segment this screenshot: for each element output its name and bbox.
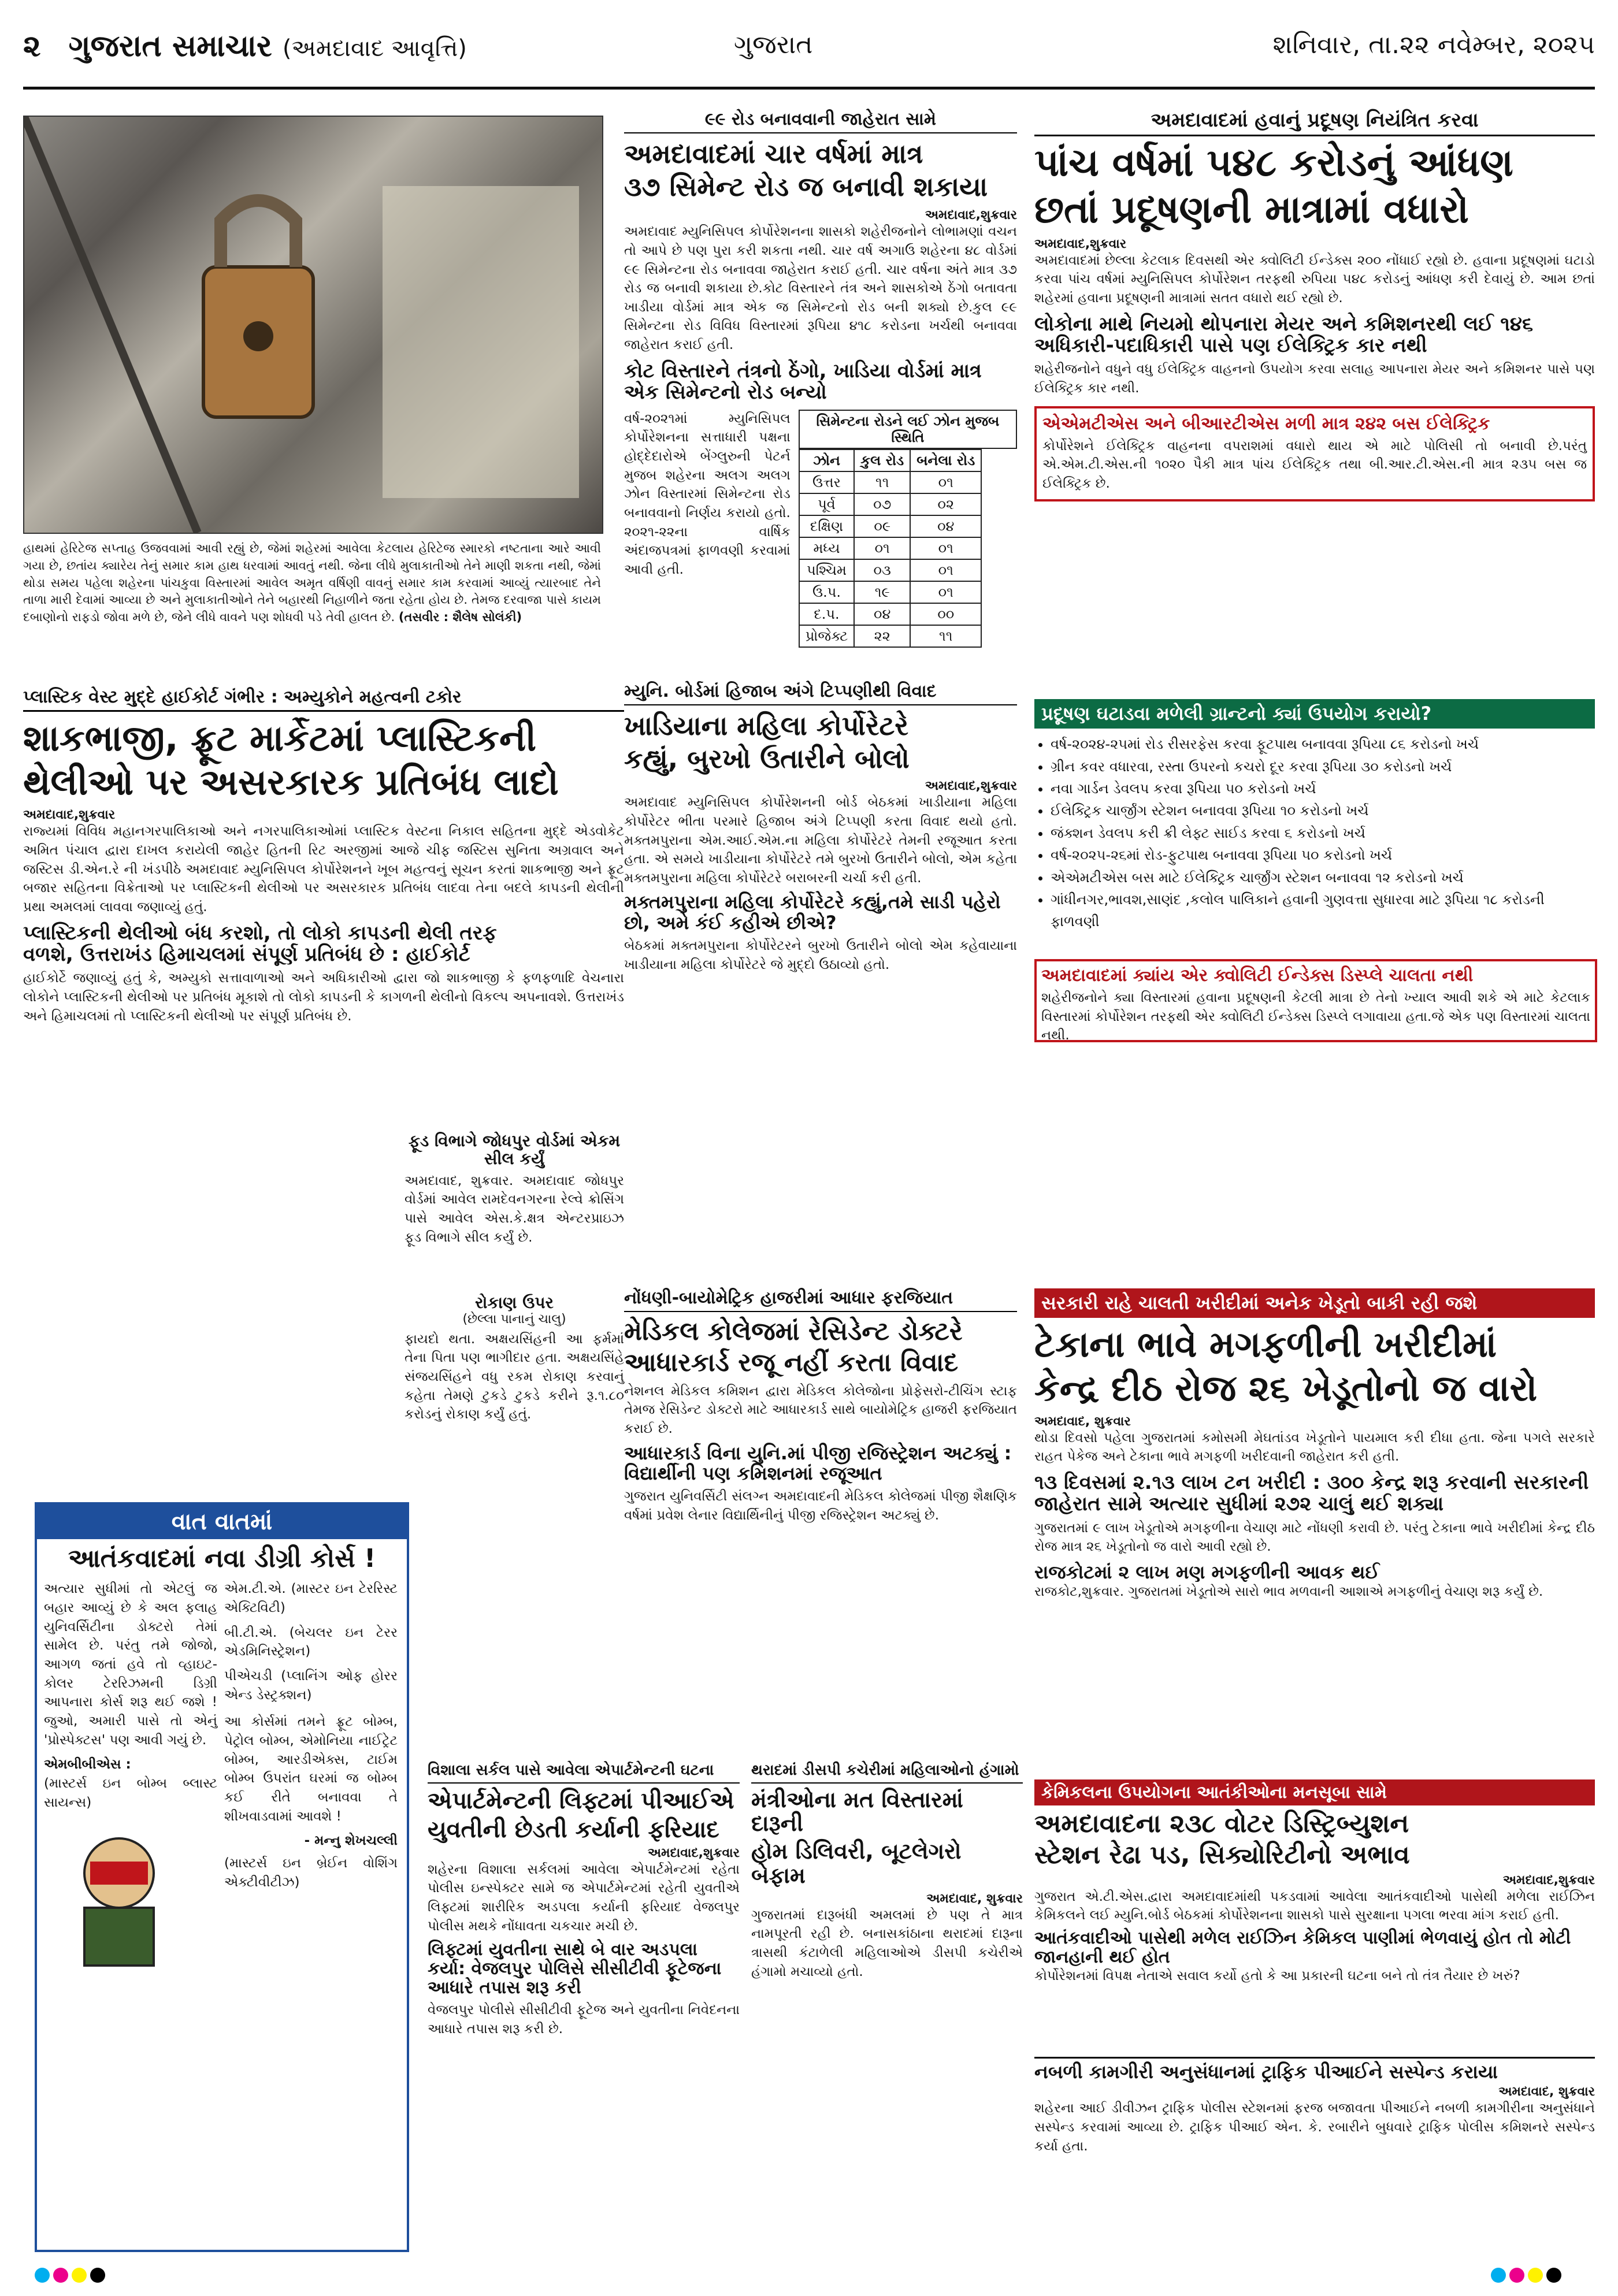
groundnut-subhead: ૧૩ દિવસમાં ૨.૧૩ લાખ ટન ખરીદી : ૩૦૦ કેન્દ્ર શરૂ કરવાની સરકારની જાહેરાત સામે અત્યાર સુધીમાં ૨૭૨ ચાલું થઈ શક્યા: [1034, 1470, 1589, 1516]
groundnut-body: થોડા દિવસો પહેલા ગુજરાતમાં કમોસમી મેઘતાંડવ ખેડૂતોને પાયમાલ કરી દીધા હતા. જેના પગલે સરકારે રાહત પેકેજ અને ટેકાના ભાવે મગફળી ખરીદવાની જાહેરાત કરી હતી.: [1034, 1430, 1595, 1465]
highcourt-dateline: અમદાવાદ,શુક્રવાર: [23, 808, 116, 823]
grant-item: • ગ્રીન કવર વધારવા, રસ્તા ઉપરનો કચરો દૂર કરવા રૂપિયા ૩૦ કરોડનો ખર્ચ: [1051, 756, 1595, 778]
food-dept-body: અમદાવાદ, શુક્રવાર. અમદાવાદ જોધપુર વોર્ડમાં આવેલ રામદેવનગરના રેલ્વે ક્રોસિંગ પાસે આવેલ એસ.કે.ક્ષત્ર એન્ટરપ્રાઇઝ ફૂડ વિભાગે સીલ કર્યું છે.: [404, 1173, 624, 1245]
cartoon-body-col: [44, 1580, 217, 1977]
groundnut-headline-1: ટેકાના ભાવે મગફળીની ખરીદીમાં: [1034, 1323, 1497, 1366]
table-cell: દ.પ.: [799, 603, 854, 625]
highcourt-subhead-1: પ્લાસ્ટિકની થેલીઓ બંધ કરશો, તો લોકો કાપડની થેલી તરફ: [23, 921, 497, 945]
grant-item: • ઈલેક્ટ્રિક ચાર્જીંગ સ્ટેશન બનાવવા રૂપિયા ૧૦ કરોડનો ખર્ચ: [1051, 800, 1595, 822]
bus-box-body: કોર્પોરેશને ઈલેક્ટ્રિક વાહનના વપરાશમાં વધારો થાય એ માટે પોલિસી તો બનાવી છે.પરંતુ એ.એમ.ટી.એસ.ની ૧૦૨૦ પૈકી માત્ર પાંચ ઈલેક્ટ્રિક તથા બી.આર.ટી.એસ.ની માત્ર ૨૩૫ બસ જ ઈલેક્ટ્રિક છે.: [1042, 438, 1587, 491]
lift-headline-1: એપાર્ટમેન્ટની લિફ્ટમાં પીઆઈએ: [428, 1787, 734, 1814]
table-row: [799, 581, 982, 603]
chemical-article: [1034, 1779, 1595, 2039]
biometric-headline-2: આધારકાર્ડ રજૂ નહીં કરતા વિવાદ: [624, 1348, 959, 1378]
cartoon-banner: વાત વાતમાં: [37, 1504, 407, 1539]
table-cell: ૨૨: [854, 625, 910, 647]
khadia-body: અમદાવાદ મ્યુનિસિપલ કોર્પોરેશનની બોર્ડ બેઠકમાં ખાડીયાના મહિલા કોર્પોરેટર ભીતા પરમારે હિજાબ અંગે ટિપ્પણી કરતા વિવાદ થયો હતો. મક્તમપુરાના એમ.આઈ.એમ.ના મહિલા કોર્પોરેટરે તેમની રજૂઆત કરતા હતા. એ સમયે ખાડીયાના કોર્પોરેટરે તમે બુરખો ઉતારીને બોલો, એમ કહેતા મક્તમપુરાના મહિલા કોર્પોરેટરે બરાબરની ચર્ચા કરી હતી.: [624, 795, 1017, 886]
table-cell: ઉત્તર: [799, 471, 854, 493]
course-item: પીએચડી (પ્લાનિંગ ઓફ હોરર એન્ડ ડેસ્ટ્રક્શન): [224, 1669, 398, 1703]
roads-zone-table: [799, 449, 982, 648]
pollution-article: [1034, 110, 1595, 688]
table-row: [799, 493, 982, 515]
roads-headline-2: ૩૭ સિમેન્ટ રોડ જ બનાવી શકાયા: [624, 170, 988, 202]
tharad-headline-2: હોમ ડિલિવરી, બૂટલેગરો બેફામ: [751, 1838, 962, 1888]
table-header-cell: ઝોન: [799, 449, 854, 471]
pollution-kicker: અમદાવાદમાં હવાનું પ્રદૂષણ નિયંત્રિત કરવા: [1034, 110, 1595, 136]
chemical-body-2: કોર્પોરેશનમાં વિપક્ષ નેતાએ સવાલ કર્યો હતો કે આ પ્રકારની ઘટના બને તો તંત્ર તૈયાર છે ખરું?: [1034, 1968, 1520, 1984]
table-header-row: [799, 449, 982, 471]
table-cell: ૦૪: [854, 603, 910, 625]
roads-headline-1: અમદાવાદમાં ચાર વર્ષમાં માત્ર: [624, 138, 923, 169]
aqi-box: [1034, 959, 1597, 1042]
lift-kicker: વિશાલા સર્કલ પાસે આવેલા એપાર્ટમેન્ટની ઘટના: [428, 1762, 740, 1784]
cartoon-course-col: [224, 1580, 398, 1977]
roads-table: [799, 410, 1017, 648]
table-row: [799, 515, 982, 537]
highcourt-kicker: પ્લાસ્ટિક વેસ્ટ મુદ્દે હાઈકોર્ટ ગંભીર : અમ્યુકોને મહત્વની ટકોર: [23, 688, 624, 712]
khadia-article: [624, 682, 1017, 994]
chemical-dateline: અમદાવાદ,શુક્રવાર: [1502, 1873, 1595, 1888]
aqi-box-body: શહેરીજનોને ક્યા વિસ્તારમાં હવાના પ્રદૂષણની કેટલી માત્રા છે તેનો ખ્યાલ આવી શકે એ માટે કેટલાક વિસ્તારમાં કોર્પોરેશન તરફથી એર ક્વોલિટી ઈન્ડેક્સ ડિસ્પ્લે લગાવાયા હતા.જે એક પણ વિસ્તારમાં ચાલતા નથી.: [1041, 990, 1590, 1043]
photo-caption: [23, 540, 601, 626]
cartoon-box: [35, 1502, 409, 2252]
tharad-kicker: થરાદમાં ડીસપી કચેરીમાં મહિલાઓનો હંગામો: [751, 1762, 1023, 1784]
traffic-headline: નબળી કામગીરી અનુસંધાનમાં ટ્રાફિક પીઆઈને સસ્પેન્ડ કરાયા: [1034, 2057, 1595, 2082]
chemical-headline-1: અમદાવાદના ૨૩૮ વોટર ડિસ્ટ્રિબ્યુશન: [1034, 1809, 1409, 1838]
khadia-subhead: મક્તમપુરાના મહિલા કોર્પોરેટરે કહ્યું,તમે સાડી પહેરો છો, અમે કંઈ કહીએ છીએ?: [624, 891, 1001, 934]
page-number: ૨: [23, 29, 41, 64]
lift-article: [428, 1762, 740, 2247]
traffic-dateline: અમદાવાદ, શુક્રવાર: [1498, 2085, 1595, 2100]
cartoon-sign-tag: (માસ્ટર્સ ઇન બ્રેઈન વોશિંગ એક્ટીવીટીઝ): [224, 1855, 398, 1890]
khadia-dateline: અમદાવાદ,શુક્રવાર: [925, 779, 1017, 794]
khadia-kicker: મ્યુનિ. બોર્ડમાં હિજાબ અંગે ટિપ્પણીથી વિવાદ: [624, 682, 1017, 705]
groundnut-body-2: ગુજરાતમાં ૯ લાખ ખેડૂતોએ મગફળીના વેચાણ માટે નોંધણી કરાવી છે. પરંતુ ટેકાના ભાવે ખરીદીમાં કેન્દ્ર દીઠ રોજ માત્ર ૨૬ ખેડૂતોનો જ વારો આવી રહ્યો છે.: [1034, 1520, 1595, 1555]
section-name: ગુજરાત: [734, 30, 813, 60]
biometric-headline-1: મેડિકલ કોલેજમાં રેસિડેન્ટ ડોક્ટરે: [624, 1317, 963, 1346]
course-item: એમ.ટી.એ. (માસ્ટર ઇન ટેરરિસ્ટ એક્ટિવિટી): [224, 1581, 398, 1616]
masthead: [23, 17, 1595, 90]
traffic-article: [1034, 2057, 1595, 2242]
table-cell: ૦૩: [854, 559, 910, 581]
table-cell: દક્ષિણ: [799, 515, 854, 537]
pollution-body-2: શહેરીજનોને વધુને વધુ ઈલેક્ટ્રિક વાહનનો ઉપયોગ કરવા સલાહ આપનારા મેયર અને કમિશનર પાસે પણ ઈલેક્ટ્રિક કાર નથી.: [1034, 362, 1595, 396]
groundnut-article: [1034, 1288, 1595, 1751]
food-dept-headline: ફૂડ વિભાગે જોધપુર વોર્ડમાં એકમ સીલ કર્યું: [408, 1131, 621, 1168]
table-cell: ૦૧: [910, 581, 981, 603]
grant-item: • જંક્શન ડેવલપ કરી ક્રી લેફ્ટ સાઈડ કરવા ૬ કરોડનો ખર્ચ: [1051, 822, 1595, 844]
lift-subhead: લિફ્ટમાં યુવતીના સાથે બે વાર અડપલા કર્યા: વેજલપુર પોલિસે સીસીટીવી ફૂટેજના આધારે તપાસ શરૂ કરી: [428, 1940, 722, 1998]
color-registration-bar-right: [1491, 2268, 1565, 2285]
roads-subhead: કોટ વિસ્તારને તંત્રનો ઠેંગો, ખાડિયા વોર્ડમાં માત્ર એક સિમેન્ટનો રોડ બન્યો: [624, 359, 982, 404]
paper-name: ગુજરાત સમાચાર: [68, 29, 272, 64]
rajkot-headline: રાજકોટમાં ૨ લાખ મણ મગફળીની આવક થઈ: [1034, 1561, 1380, 1583]
table-header-cell: કુલ રોડ: [854, 449, 910, 471]
pollution-subhead: લોકોના માથે નિયમો થોપનારા મેયર અને કમિશનરથી લઈ ૧૪૬ અધિકારી-પદાધિકારી પાસે પણ ઈલેક્ટ્રિક કાર નથી: [1034, 312, 1534, 357]
chemical-headline-2: સ્ટેશન રેઢા પડ, સિક્યોરિટીનો અભાવ: [1034, 1840, 1410, 1870]
roads-dateline: અમદાવાદ,શુક્રવાર: [925, 208, 1017, 223]
cartoon-courses: [224, 1580, 398, 1704]
grants-section: [1034, 699, 1595, 942]
table-cell: પૂર્વ: [799, 493, 854, 515]
grant-item: • નવા ગાર્ડન ડેવલપ કરવા રૂપિયા ૫૦ કરોડનો ખર્ચ: [1051, 778, 1595, 800]
biometric-kicker: નોંધણી-બાયોમેટ્રિક હાજરીમાં આધાર ફરજિયાત: [624, 1288, 1017, 1312]
biometric-subhead: આધારકાર્ડ વિના યુનિ.માં પીજી રજિસ્ટ્રેશન અટક્યું : વિદ્યાર્થીની પણ કમિશનમાં રજૂઆત: [624, 1441, 1012, 1484]
grants-banner: પ્રદૂષણ ઘટાડવા મળેલી ગ્રાન્ટનો ક્યાં ઉપયોગ કરાયો?: [1034, 699, 1595, 729]
photo-credit: (તસવીર : શૈલેષ સોલંકી): [398, 610, 522, 625]
highcourt-headline-1: શાકભાજી, ફ્રૂટ માર્કેટમાં પ્લાસ્ટિકની: [23, 717, 536, 759]
lift-headline-2: યુવતીની છેડતી કર્યાની ફરિયાદ: [428, 1816, 719, 1843]
table-row: [799, 471, 982, 493]
table-cell: ૦૦: [910, 603, 981, 625]
table-cell: ૦૯: [854, 515, 910, 537]
biometric-body-2: ગુજરાત યુનિવર્સિટી સંલગ્ન અમદાવાદની મેડિકલ કોલેજમાં પીજી શૈક્ષણિક વર્ષમાં પ્રવેશ લેનાર વિદ્યાર્થિનીનું પીજી રજિસ્ટ્રેશન અટક્યું છે.: [624, 1489, 1017, 1523]
table-cell: પ્રોજેક્ટ: [799, 625, 854, 647]
bus-box: [1034, 406, 1595, 501]
table-cell: ૦૨: [910, 493, 981, 515]
groundnut-headline-2: કેન્દ્ર દીઠ રોજ ૨૬ ખેડૂતોનો જ વારો: [1034, 1367, 1538, 1410]
lift-body-2: વેજલપુર પોલીસે સીસીટીવી ફૂટેજ અને યુવતીના નિવેદનના આધારે તપાસ શરૂ કરી છે.: [428, 2003, 740, 2037]
rokad-article: [404, 1294, 624, 1485]
pollution-headline-2: છતાં પ્રદૂષણની માત્રામાં વધારો: [1034, 187, 1469, 232]
table-cell: ૦૧: [910, 537, 981, 559]
bus-box-title: એએમટીએસ અને બીઆરટીએસ મળી માત્ર ૨૪૨ બસ ઈલેક્ટ્રિક: [1042, 413, 1490, 434]
grant-item: • વર્ષ-૨૦૨૫-૨૬માં રોડ-ફુટપાથ બનાવવા રૂપિયા ૫૦ કરોડનો ખર્ચ: [1051, 844, 1595, 866]
traffic-body: શહેરના આઈ ડીવીઝન ટ્રાફિક પોલીસ સ્ટેશનમાં ફરજ બજાવતા પીઆઈને નબળી કામગીરીના અનુસંધાને સસ્પેન્ડ કરવામાં આવ્યા છે. ટ્રાફિક પીઆઈ એન. કે. રબારીને બુધવારે ટ્રાફિક પોલીસ કમિશનરે સસ્પેન્ડ કર્યા હતા.: [1034, 2101, 1595, 2154]
roads-article: [624, 110, 1017, 659]
rajkot-body: રાજકોટ,શુક્રવાર. ગુજરાતમાં ખેડૂતોએ સારો ભાવ મળવાની આશાએ મગફળીનું વેચાણ શરૂ કર્યું છે.: [1034, 1584, 1543, 1600]
khadia-body-2: બેઠકમાં મક્તમપુરાના કોર્પોરેટરને બુરખો ઉતારીને બોલો એમ કહેવાયાના ખાડીયાના મહિલા કોર્પોરેટરે જે મુદ્દો ઉઠાવ્યો હતો.: [624, 938, 1017, 972]
groundnut-dateline: અમદાવાદ, શુક્રવાર: [1034, 1414, 1131, 1429]
tharad-article: [751, 1762, 1023, 2247]
lift-body: શહેરના વિશાલા સર્કલમાં આવેલા એપાર્ટમેન્ટમાં રહેતા પોલીસ ઇન્સ્પેક્ટર સામે જ એપાર્ટમેન્ટમાં રહેતી યુવતીએ લિફ્ટમાં શારીરિક અડપલા કર્યાની ફરિયાદ વેજલપુર પોલીસ મથકે નોંધાવતા ચકચાર મચી છે.: [428, 1862, 740, 1934]
cartoon-degree-1: એમબીબીએસ :: [44, 1757, 131, 1773]
cartoon-caption: આ કોર્સમાં તમને ફ્રૂટ બોમ્બ, પેટ્રોલ બોમ્બ, એમોનિયા નાઈટ્રેટ બોમ્બ, આરડીએક્સ, ટાઈમ બોમ્બ ઉપરાંત ઘરમાં જ બોમ્બ કઈ રીતે બનાવવા તે શીખવાડવામાં આવશે !: [224, 1714, 398, 1824]
pollution-dateline: અમદાવાદ,શુક્રવાર: [1034, 236, 1127, 251]
khadia-headline-1: ખાડિયાના મહિલા કોર્પોરેટરે: [624, 710, 909, 741]
rokad-sub: (છેલ્લા પાનાનું ચાલુ): [462, 1312, 566, 1327]
table-cell: ઉ.પ.: [799, 581, 854, 603]
roads-table-title: સિમેન્ટના રોડને લઈ ઝોન મુજબ સ્થિતિ: [799, 410, 1017, 449]
padlock-icon: [24, 117, 602, 533]
table-row: [799, 625, 982, 647]
biometric-article: [624, 1288, 1017, 1739]
table-cell: ૧૧: [910, 625, 981, 647]
table-row: [799, 559, 982, 581]
cartoon-signature: - મન્નુ શેખચલ્લી: [304, 1833, 398, 1849]
color-registration-bar: [35, 2268, 109, 2285]
highcourt-body: રાજ્યમાં વિવિધ મહાનગરપાલિકાઓ અને નગરપાલિકાઓમાં પ્લાસ્ટિક વેસ્ટના નિકાલ સહિતના મુદ્દે એડવોકેટ અમિત પંચાલ દ્વારા દાખલ કરાયેલી જાહેર હિતની રિટ અરજીમાં આજે ચીફ જસ્ટિસ સુનિતા અગ્રવાલ અને જસ્ટિસ ડી.એન.રે ની ખંડપીઠે અમદાવાદ મ્યુનિસિપલ કોર્પોરેશનને ખૂબ મહત્વનું સૂચન કરતાં શાકભાજી અને ફ્રૂટ બજાર સહિતના વિક્રેતાઓ પર પ્લાસ્ટિકની થેલીઓ પર અસરકારક પ્રતિબંધ લાદવા તેના બદલે કાપડની થેલીની પ્રથા અમલમાં લાવવા જણાવ્યું હતું.: [23, 824, 624, 915]
groundnut-kicker: સરકારી રાહે ચાલતી ખરીદીમાં અનેક ખેડૂતો બાકી રહી જશે: [1034, 1288, 1595, 1318]
highcourt-subhead-2: વળશે, ઉત્તરાખંડ હિમાચલમાં સંપૂર્ણ પ્રતિબંધ છે : હાઈકોર્ટ: [23, 943, 470, 967]
table-cell: ૦૧: [910, 559, 981, 581]
table-row: [799, 537, 982, 559]
pollution-headline-1: પાંચ વર્ષમાં ૫૪૮ કરોડનું આંધણ: [1034, 140, 1513, 185]
lift-dateline: અમદાવાદ,શુક્રવાર: [647, 1845, 740, 1860]
table-cell: ૦૭: [854, 493, 910, 515]
pollution-body: અમદાવાદમાં છેલ્લા કેટલાક દિવસથી એર ક્વોલિટી ઈન્ડેક્સ ૨૦૦ નોંધાઈ રહ્યો છે. હવાના પ્રદૂષણમાં ઘટાડો કરવા પાંચ વર્ષમાં મ્યુનિસિપલ કોર્પોરેશન તરફથી રુપિયા ૫૪૮ કરોડનું આંધણ કરી દેવાયું છે. આમ છતાં શહેરમાં હવાના પ્રદૂષણની માત્રામાં સતત વધારો થઈ રહ્યો છે.: [1034, 252, 1595, 306]
table-cell: ૧૧: [854, 471, 910, 493]
aqi-box-title: અમદાવાદમાં ક્યાંય એર ક્વોલિટી ઈન્ડેક્સ ડિસ્પ્લે ચાલતા નથી: [1041, 965, 1474, 986]
highcourt-headline-2: થેલીઓ પર અસરકારક પ્રતિબંધ લાદો: [23, 761, 559, 804]
table-header-cell: બનેલા રોડ: [910, 449, 981, 471]
roads-body: અમદાવાદ મ્યુનિસિપલ કોર્પોરેશનના શાસકો શહેરીજનોને લોભામણાં વચન તો આપે છે પણ પુરા કરી શકતા નથી. ચાર વર્ષ અગાઉ શહેરના ૪૮ વોર્ડમાં ૯૯ સિમેન્ટના રોડ બનાવવા જાહેરાત કરાઈ હતી. ચાર વર્ષના અંતે માત્ર ૩૭ રોડ જ બનાવી શકાયા છે.કોટ વિસ્તારને તંત્ર અને શાસકોએ ઠેંગો બતાવતા ખાડીયા વોર્ડમાં માત્ર એક જ સિમેન્ટનો રોડ બની શક્યો છે.કુલ ૯૯ સિમેન્ટના રોડ વિવિધ વિસ્તારમાં રૂપિયા ૪૧૮ કરોડના ખર્ચથી બનાવવા જાહેરાત કરાઈ હતી.: [624, 224, 1017, 353]
roads-kicker: ૯૯ રોડ બનાવવાની જાહેરાત સામે: [624, 110, 1017, 133]
rokad-headline: રોકાણ ઉપર: [474, 1293, 554, 1312]
table-cell: ૦૧: [854, 537, 910, 559]
highcourt-body-2: હાઈકોર્ટે જણાવ્યું હતું કે, અમ્યુકો સત્તાવાળાઓ અને અધિકારીઓ દ્વારા જો શાકભાજી કે ફળફળાદિ વેચનારા લોકોને પ્લાસ્ટિકની થેલીઓ પર પ્રતિબંધ મૂકાશે તો લોકો કાપડની કે કાગળની થેલીનો વિકલ્પ અપનાવશે. ઉત્તરાખંડ અને હિમાચલમાં તો પ્લાસ્ટિકની થેલીઓ પર સંપૂર્ણ પ્રતિબંધ છે.: [23, 971, 624, 1024]
cartoon-degree-1-desc: (માસ્ટર્સ ઇન બોમ્બ બ્લાસ્ટ સાયન્સ): [44, 1775, 217, 1810]
cartoon-headline: આતંકવાદમાં નવા ડીગ્રી કોર્સ !: [68, 1544, 376, 1573]
table-cell: ૧૯: [854, 581, 910, 603]
tharad-headline-1: મંત્રીઓના મત વિસ્તારમાં દારૂની: [751, 1786, 963, 1837]
tharad-dateline: અમદાવાદ, શુક્રવાર: [926, 1891, 1023, 1906]
cartoon-illustration-icon: [44, 1821, 194, 1971]
chemical-body: ગુજરાત એ.ટી.એસ.દ્વારા અમદાવાદમાંથી પકડવામાં આવેલા આતંકવાદીઓ પાસેથી મળેલા રાઈઝિન કેમિકલને લઈ મ્યુનિ.બોર્ડ બેઠકમાં કોર્પોરેશનના શાસકો પાસે સુરક્ષાના પગલા ભરવા માંગ કરાઈ હતી.: [1034, 1889, 1595, 1923]
grants-list: [1034, 733, 1595, 933]
table-row: [799, 603, 982, 625]
course-item: બી.ટી.એ. (બેચલર ઇન ટેરર એડમિનિસ્ટ્રેશન): [224, 1625, 398, 1659]
issue-date: શનિવાર, તા.૨૨ નવેમ્બર, ૨૦૨૫: [1272, 30, 1595, 60]
grant-item: • વર્ષ-૨૦૨૪-૨૫માં રોડ રીસરફેસ કરવા ફૂટપાથ બનાવવા રૂપિયા ૮૬ કરોડનો ખર્ચ: [1051, 733, 1595, 755]
table-cell: ૦૪: [910, 515, 981, 537]
grant-item: • ગાંધીનગર,ભાવશ,સાણંદ ,કલોલ પાલિકાને હવાની ગુણવત્તા સુધારવા માટે રૂપિયા ૧૮ કરોડની ફાળવણી: [1051, 889, 1595, 933]
chemical-kicker: કેમિકલના ઉપયોગના આતંકીઓના મનસૂબા સામે: [1034, 1779, 1595, 1805]
edition: (અમદાવાદ આવૃત્તિ): [282, 35, 467, 62]
khadia-headline-2: કહ્યું, બુરખો ઉતારીને બોલો: [624, 742, 910, 774]
cartoon-body: અત્યાર સુધીમાં તો એટલું જ બહાર આવ્યું છે કે અલ ફલાહ યુનિવર્સિટીના ડોક્ટરો તેમાં સામેલ છે. પરંતુ તમે જોજો, આગળ જતાં હવે તો વ્હાઇટ-કોલર ટેરરિઝમની ડિગ્રી આપનારા કોર્સ શરૂ થઈ જશે ! જુઓ, અમારી પાસે તો એનું 'પ્રોસ્પેક્ટસ' પણ આવી ગયું છે.: [44, 1581, 217, 1748]
table-cell: મધ્ય: [799, 537, 854, 559]
roads-body-2: વર્ષ-૨૦૨૧માં મ્યુનિસિપલ કોર્પોરેશનના સત્તાધારી પક્ષના હોદ્દેદારોએ બેંગ્લુરુની પેટર્ન મુજબ શહેરના અલગ અલગ ઝોન વિસ્તારમાં સિમેન્ટના રોડ બનાવવાનો નિર્ણય કરાયો હતો. ૨૦૨૧-૨૨ના વાર્ષિક અંદાજપત્રમાં ફાળવણી કરવામાં આવી હતી.: [624, 411, 791, 577]
chemical-subhead: આતંકવાદીઓ પાસેથી મળેલ રાઈઝિન કેમિકલ પાણીમાં ભેળવાયું હોત તો મોટી જાનહાની થઈ હોત: [1034, 1928, 1571, 1968]
table-cell: ૦૧: [910, 471, 981, 493]
tharad-body: ગુજરાતમાં દારૂબંધી અમલમાં છે પણ તે માત્ર નામપૂરતી રહી છે. બનાસકાંઠાના થરાદમાં દારૂના ત્રાસથી કંટાળેલી મહિલાઓએ ડીસપી કચેરીએ હંગામો મચાવ્યો હતો.: [751, 1907, 1023, 1979]
caption-text: હાથમાં હેરિટેજ સપ્તાહ ઉજવવામાં આવી રહ્યું છે, જેમાં શહેરમાં આવેલા કેટલાય હેરિટેજ સ્મારકો નષ્ટતાના આરે આવી ગયા છે, છતાંય ક્યારેય તેનું સમાર કામ હાથ ધરવામાં આવતું નથી. જેના લીધે મુલાકાતીઓ તેને માણી શકતા નથી, જેમાં થોડા સમય પહેલા શહેરના પાંચકુવા વિસ્તારમાં આવેલ અમૃત વર્ષિણી વાવનું સમાર કામ કરવામાં આવ્યું ત્યારબાદ તેને તાળા મારી દેવામાં આવ્યા છે અને મુલાકાતીઓને તેને બહારથી નિહાળીને જતા રહેતા હોય છે. તેમજ દરવાજા પાસે કાયમ દબાણોનો રાફડો જોવા મળે છે, જેને લીધે વાવને પણ શોધવી પડે તેવી હાલત છે.: [23, 541, 601, 625]
biometric-body: નેશનલ મેડિકલ કમિશન દ્વારા મેડિકલ કોલેજોના પ્રોફેસરો-ટીચિંગ સ્ટાફ તેમજ રેસિડેન્ટ ડોક્ટરો માટે આધારકાર્ડ સાથે બાયોમેટ્રિક હાજરી ફરજિયાત કરાઈ છે.: [624, 1383, 1017, 1437]
rokad-body: ફાયદો થતા. અક્ષયસિંહની આ ફર્મમાં તેના પિતા પણ ભાગીદાર હતા. અક્ષયસિંહે સંજયસિંહને વધુ રકમ રોકાણ કરવાનું કહેતા તેમણે ટુકડે ટુકડે કરીને રૂ.૧.૮૦ કરોડનું રોકાણ કર્યું હતું.: [404, 1331, 624, 1422]
heritage-photo: [23, 116, 603, 534]
grant-item: • એએમટીએસ બસ માટે ઈલેક્ટ્રિક ચાર્જીંગ સ્ટેશન બનાવવા ૧૨ કરોડનો ખર્ચ: [1051, 867, 1595, 889]
table-cell: પશ્ચિમ: [799, 559, 854, 581]
masthead-left: [23, 29, 467, 64]
